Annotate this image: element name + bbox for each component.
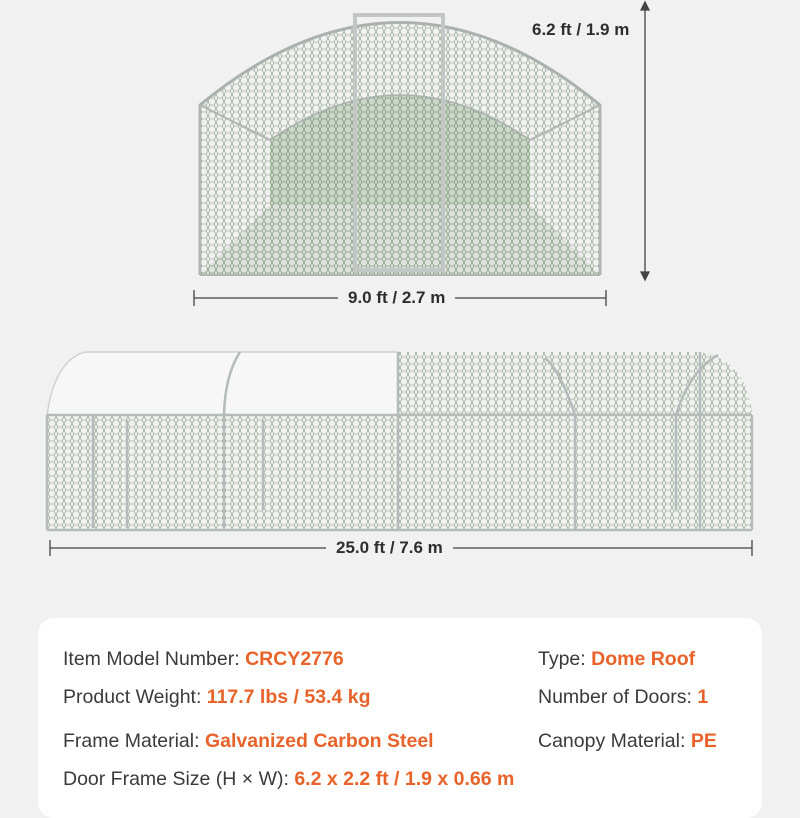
front-view-coop <box>200 15 600 275</box>
front-width-dimension-label: 9.0 ft / 2.7 m <box>338 288 455 308</box>
spec-label: Frame Material: <box>63 730 205 752</box>
spec-model-number <box>63 648 344 671</box>
spec-label: Door Frame Size (H × W): <box>63 768 295 790</box>
canopy-cover <box>47 352 398 415</box>
spec-value: Galvanized Carbon Steel <box>204 730 434 752</box>
height-dimension-line <box>641 2 649 280</box>
spec-value: Dome Roof <box>591 648 696 670</box>
specifications-card <box>38 618 762 818</box>
length-dimension-label: 25.0 ft / 7.6 m <box>326 538 453 558</box>
spec-number-of-doors <box>538 686 708 709</box>
spec-value: PE <box>690 730 717 752</box>
spec-door-frame-size <box>63 768 514 791</box>
spec-label: Type: <box>538 648 592 670</box>
spec-label: Canopy Material: <box>538 730 691 752</box>
spec-label: Product Weight: <box>63 686 207 708</box>
spec-value: 117.7 lbs / 53.4 kg <box>206 686 371 708</box>
spec-frame-material <box>63 730 434 753</box>
spec-value: CRCY2776 <box>245 648 344 670</box>
spec-label: Item Model Number: <box>63 648 246 670</box>
spec-value: 1 <box>697 686 709 708</box>
spec-canopy-material <box>538 730 717 753</box>
spec-type <box>538 648 695 671</box>
side-view-coop <box>47 352 752 530</box>
height-dimension-label: 6.2 ft / 1.9 m <box>522 20 639 40</box>
spec-product-weight <box>63 686 371 709</box>
spec-label: Number of Doors: <box>538 686 698 708</box>
spec-value: 6.2 x 2.2 ft / 1.9 x 0.66 m <box>294 768 515 790</box>
